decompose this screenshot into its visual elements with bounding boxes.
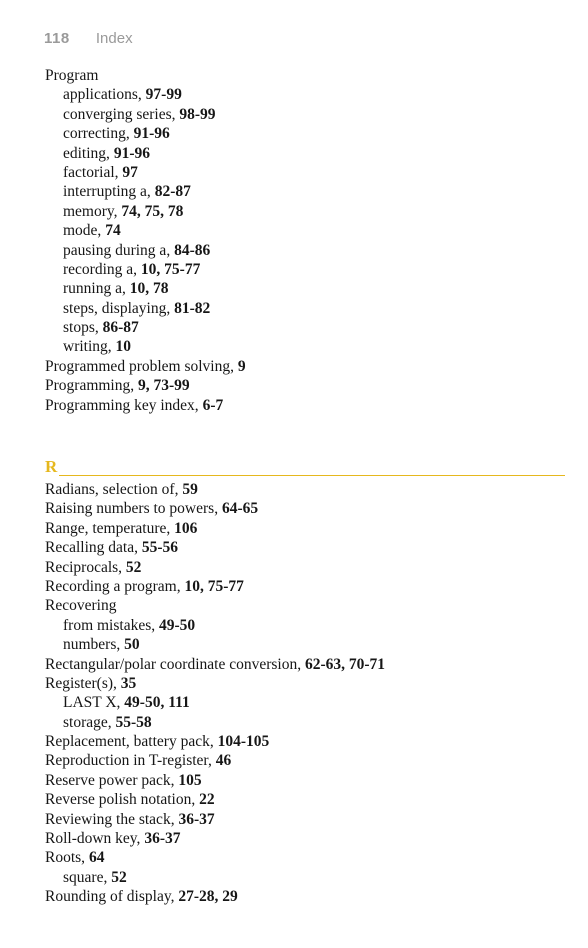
- index-term: numbers,: [63, 636, 125, 654]
- index-subentry: [45, 299, 565, 318]
- index-term: Programming key index,: [45, 396, 203, 414]
- index-term: Roots,: [45, 849, 89, 867]
- index-subentry: [45, 182, 565, 201]
- index-term: interrupting a,: [63, 183, 155, 201]
- section-divider: [59, 475, 565, 476]
- index-subentry: [45, 635, 565, 654]
- index-term: Rounding of display,: [45, 888, 179, 906]
- index-subentry: [45, 124, 565, 143]
- index-page-refs: 106: [174, 519, 198, 537]
- index-entry: [45, 66, 565, 85]
- index-page-refs: 64: [88, 849, 105, 867]
- index-page-refs: 91-96: [113, 144, 150, 162]
- index-entry: [45, 577, 565, 596]
- index-term: LAST X,: [63, 694, 125, 712]
- index-term: Raising numbers to powers,: [45, 500, 222, 518]
- index-term: mode,: [63, 222, 106, 240]
- index-subentry: [45, 279, 565, 298]
- index-page-refs: 59: [182, 481, 198, 498]
- index-term: Program: [45, 67, 99, 84]
- index-term: Reproduction in T-register,: [45, 752, 216, 770]
- index-subentry: [45, 713, 565, 732]
- index-term: square,: [63, 868, 112, 886]
- index-page-refs: 46: [215, 752, 232, 770]
- index-term: recording a,: [63, 260, 141, 278]
- page-header: [44, 30, 133, 52]
- index-term: Replacement, battery pack,: [45, 733, 218, 751]
- index-term: Programmed problem solving,: [45, 357, 238, 375]
- index-entry: [45, 396, 565, 415]
- index-entry: [45, 499, 565, 518]
- index-page-refs: 64-65: [221, 500, 259, 518]
- index-list-r: [45, 480, 565, 907]
- index-term: running a,: [63, 280, 130, 298]
- index-subentry: [45, 241, 565, 260]
- index-entry: [45, 596, 565, 615]
- index-page-refs: 84-86: [174, 241, 211, 259]
- index-page-refs: 55-58: [115, 713, 152, 731]
- index-page-refs: 81-82: [174, 299, 211, 317]
- index-term: Range, temperature,: [45, 519, 175, 537]
- index-page-refs: 50: [124, 636, 140, 654]
- index-page-refs: 27-28, 29: [178, 888, 238, 906]
- index-page-refs: 36-37: [144, 830, 181, 848]
- index-page-refs: 74, 75, 78: [121, 202, 184, 220]
- index-entry: [45, 887, 565, 906]
- index-entry: [45, 558, 565, 577]
- index-term: Reviewing the stack,: [45, 810, 179, 828]
- index-page-refs: 36-37: [178, 810, 215, 828]
- index-entry: [45, 538, 565, 557]
- index-term: from mistakes,: [63, 616, 159, 634]
- index-page-refs: 10, 78: [129, 280, 169, 298]
- index-term: memory,: [63, 202, 122, 220]
- index-page-refs: 55-56: [141, 539, 179, 557]
- index-page-refs: 49-50: [159, 616, 196, 634]
- index-term: applications,: [63, 86, 146, 104]
- index-term: converging series,: [63, 105, 180, 123]
- index-subentry: [45, 868, 565, 887]
- index-subentry: [45, 202, 565, 221]
- index-page-refs: 74: [105, 222, 121, 240]
- index-page-refs: 10, 75-77: [140, 260, 201, 278]
- index-term: Programming,: [45, 377, 138, 395]
- index-term: Reverse polish notation,: [45, 791, 200, 809]
- section-heading: [45, 456, 565, 480]
- index-term: storage,: [63, 713, 116, 731]
- index-subentry: [45, 221, 565, 240]
- index-term: Rectangular/polar coordinate conversion,: [45, 655, 305, 673]
- index-page-refs: 97-99: [145, 86, 182, 104]
- index-page-refs: 104-105: [217, 733, 270, 751]
- index-page-refs: 52: [125, 558, 142, 576]
- index-subentry: [45, 318, 565, 337]
- index-entry: [45, 771, 565, 790]
- index-page-refs: 22: [199, 791, 215, 809]
- index-entry: [45, 810, 565, 829]
- index-subentry: [45, 163, 565, 182]
- index-term: correcting,: [63, 125, 134, 143]
- index-term: Reserve power pack,: [45, 771, 179, 789]
- index-page-refs: 9: [237, 357, 246, 375]
- index-subentry: [45, 85, 565, 104]
- index-term: stops,: [63, 319, 103, 337]
- index-page-refs: 82-87: [154, 183, 191, 201]
- index-entry: [45, 357, 565, 376]
- index-term: Recovering: [45, 597, 117, 615]
- index-page-refs: 62-63, 70-71: [304, 655, 386, 673]
- index-term: editing,: [63, 144, 114, 162]
- index-entry: [45, 848, 565, 867]
- index-term: Recording a program,: [45, 577, 185, 595]
- index-entry: [45, 674, 565, 693]
- section-letter: R: [45, 457, 58, 476]
- index-term: Reciprocals,: [45, 558, 126, 576]
- index-page-refs: 86-87: [102, 319, 139, 337]
- index-page-refs: 105: [178, 771, 202, 789]
- index-entry: [45, 829, 565, 848]
- index-term: Recalling data,: [45, 539, 142, 557]
- index-list-program: [45, 66, 565, 415]
- index-entry: [45, 480, 565, 499]
- running-title: Index: [95, 30, 133, 47]
- index-entry: [45, 751, 565, 770]
- index-subentry: [45, 144, 565, 163]
- index-subentry: [45, 693, 565, 712]
- index-term: factorial,: [63, 163, 123, 181]
- index-page-refs: 10, 75-77: [184, 577, 244, 595]
- index-page-refs: 6-7: [202, 396, 224, 414]
- index-term: Roll-down key,: [45, 830, 145, 848]
- index-page-refs: 35: [120, 674, 137, 692]
- index-page-refs: 9, 73-99: [138, 377, 190, 395]
- index-term: steps, displaying,: [63, 299, 175, 317]
- index-term: pausing during a,: [63, 241, 175, 259]
- index-page-refs: 49-50, 111: [124, 694, 190, 712]
- index-term: Register(s),: [45, 674, 121, 692]
- index-entry: [45, 519, 565, 538]
- index-subentry: [45, 260, 565, 279]
- index-entry: [45, 655, 565, 674]
- index-term: Radians, selection of,: [45, 481, 183, 498]
- index-subentry: [45, 105, 565, 124]
- index-page-refs: 97: [122, 163, 138, 181]
- index-page-refs: 91-96: [133, 125, 170, 143]
- index-entry: [45, 732, 565, 751]
- index-page-refs: 10: [115, 338, 132, 356]
- page-number: 118: [44, 30, 70, 47]
- index-section-r: [45, 456, 565, 907]
- index-page-refs: 98-99: [179, 105, 216, 123]
- index-subentry: [45, 337, 565, 356]
- index-subentry: [45, 616, 565, 635]
- index-entry: [45, 790, 565, 809]
- index-term: writing,: [63, 338, 116, 356]
- index-page-refs: 52: [111, 868, 127, 886]
- index-entry: [45, 376, 565, 395]
